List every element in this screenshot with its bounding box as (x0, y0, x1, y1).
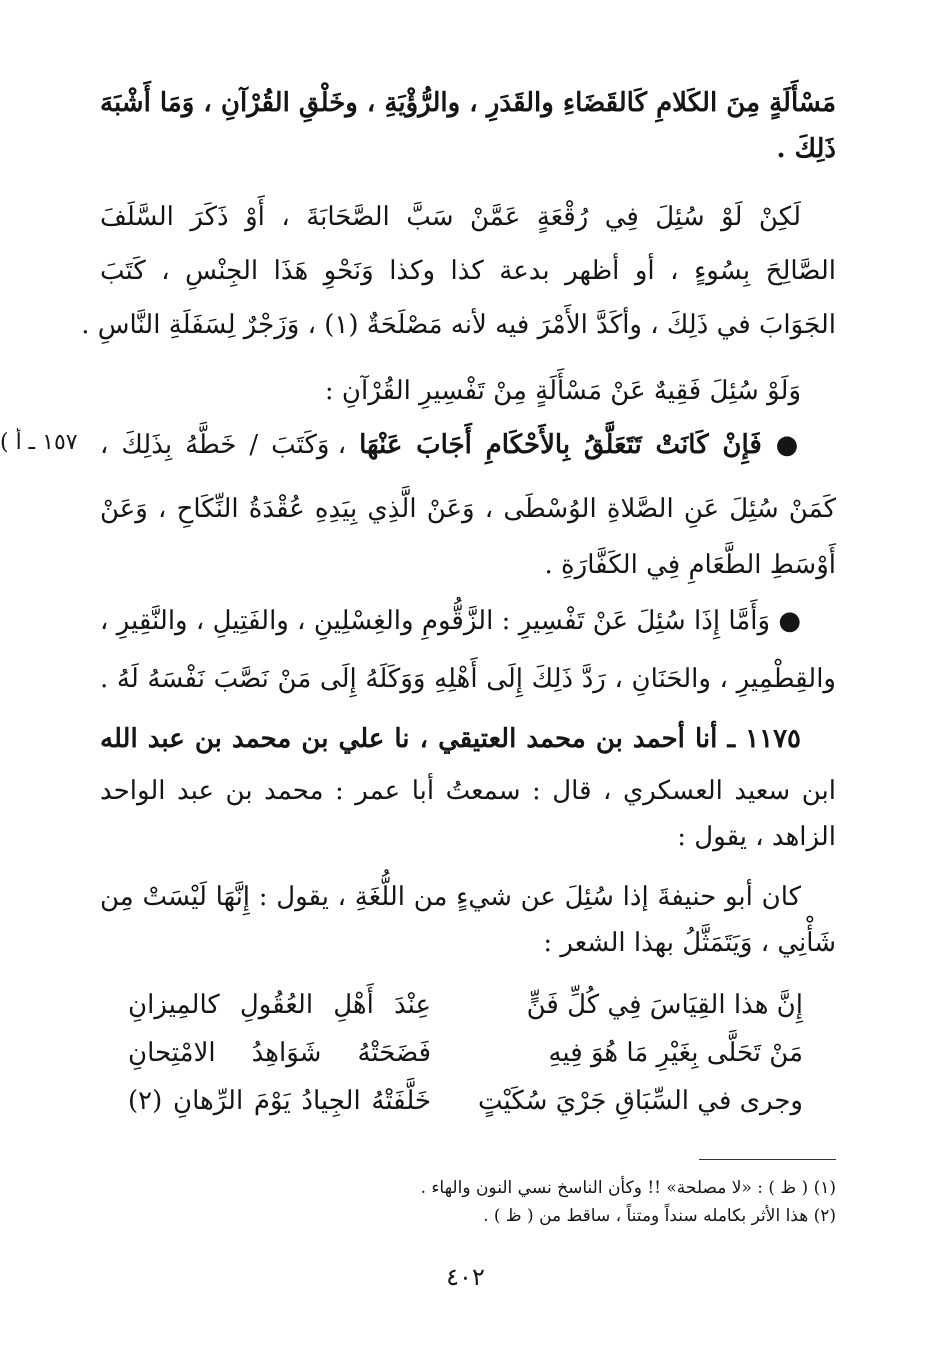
text-line-6: وَلَوْ سُئِلَ فَقِيهٌ عَنْ مَسْأَلَةٍ مِنْ تَفْسِيرِ القُرْآنِ : (324, 376, 801, 406)
text-line-13: ابن سعيد العسكري ، قال : سمعتُ أبا عمر : محمد بن عبد الواحد (100, 776, 836, 806)
text-line-9: أَوْسَطِ الطَّعَامِ فِي الكَفَّارَةِ . (544, 550, 836, 580)
text-line-5: الجَوَابَ في ذَلِكَ ، وأكَدَّ الأَمْرَ فيه لأنه مَصْلَحَةٌ (١) ، وَزَجْرٌ لِسَفَلَةِ النَّاسِ . (81, 310, 836, 340)
text-line-16: شَأْنِي ، وَيَتَمَثَّلُ بهذا الشعر : (543, 928, 836, 958)
footnote-1: (١) ( ظ ) : «لا مصلحة» !! وكأن الناسخ نسي النون والهاء . (420, 1178, 836, 1198)
text-line-3: لَكِنْ لَوْ سُئِلَ فِي رُقْعَةٍ عَمَّنْ سَبَّ الصَّحَابَةَ ، أَوْ ذَكَرَ السَّلَفَ (100, 202, 801, 232)
bold-phrase: ● فَإِنْ كَانَتْ تَتَعَلَّقُ بِالأَحْكَامِ أَجَابَ عَنْهَا (359, 430, 804, 460)
text-line-11: والقِطْمِيرِ ، والحَنَانِ ، رَدَّ ذَلِكَ إِلَى أَهْلِهِ وَوَكَلَهُ إِلَى مَنْ نَصَّبَ نَفْسَهُ لَهُ . (100, 664, 836, 694)
text-line-10: ● وَأَمَّا إِذَا سُئِلَ عَنْ تَفْسِيرِ : الزَّقُّومِ والغِسْلِينِ ، والفَتِيلِ ، والنَّقِيرِ ، (100, 606, 802, 636)
rest-phrase: ، وَكَتَبَ / خَطَّهُ بِذَلِكَ ، (100, 430, 347, 460)
text-line-12: ١١٧٥ ـ أنا أحمد بن محمد العتيقي ، نا علي بن محمد بن عبد الله (100, 724, 801, 754)
text-line-1: مَسْأَلَةٍ مِنَ الكَلامِ كَالقَضَاءِ والقَدَرِ ، والرُّؤْيَةِ ، وخَلْقِ القُرْآنِ ، وَمَا أَشْبَهَ (100, 88, 836, 118)
footnote-divider (699, 1159, 836, 1160)
text-line-4: الصَّالِحَ بِسُوءٍ ، أو أظهر بدعة كذا وكذا وَنَحْوِ هَذَا الجِنْسِ ، كَتَبَ (100, 256, 836, 286)
verse-3-second-hemistich: خَلَّفَتْهُ الجِيادُ يَوْمَ الرِّهانِ (٢) (128, 1086, 431, 1116)
verse-1-first-hemistich: إِنَّ هذا القِيَاسَ فِي كُلِّ فَنٍّ (526, 990, 803, 1020)
text-line-7 (100, 428, 803, 462)
text-line-2: ذَلِكَ . (776, 134, 836, 164)
footnote-2: (٢) هذا الأثر بكامله سنداً ومتناً ، ساقط من ( ظ ) . (483, 1206, 836, 1226)
verse-2-second-hemistich: فَضَحَتْهُ شَوَاهِدُ الامْتِحانِ (128, 1038, 431, 1068)
text-line-8: كَمَنْ سُئِلَ عَنِ الصَّلاةِ الوُسْطَى ، وَعَنْ الَّذِي بِيَدِهِ عُقْدَةُ النِّكَاحِ ، وَعَنْ (100, 494, 836, 524)
verse-2-first-hemistich: مَنْ تَحَلَّى بِغَيْرِ مَا هُوَ فِيهِ (548, 1038, 803, 1068)
verse-3-first-hemistich: وجرى في السِّبَاقِ جَرْيَ سُكَيْتٍ (477, 1086, 803, 1116)
verse-1-second-hemistich: عِنْدَ أَهْلِ العُقُولِ كالمِيزانِ (128, 990, 431, 1020)
margin-reference: ( ١٥٧ ـ أ (0, 430, 78, 455)
text-line-15: كان أبو حنيفةَ إذا سُئِلَ عن شيءٍ من اللُّغَةِ ، يقول : إِنَّهَا لَيْسَتْ مِن (100, 882, 801, 912)
page-number: ٤٠٢ (446, 1263, 485, 1291)
text-line-14: الزاهد ، يقول : (677, 822, 836, 852)
